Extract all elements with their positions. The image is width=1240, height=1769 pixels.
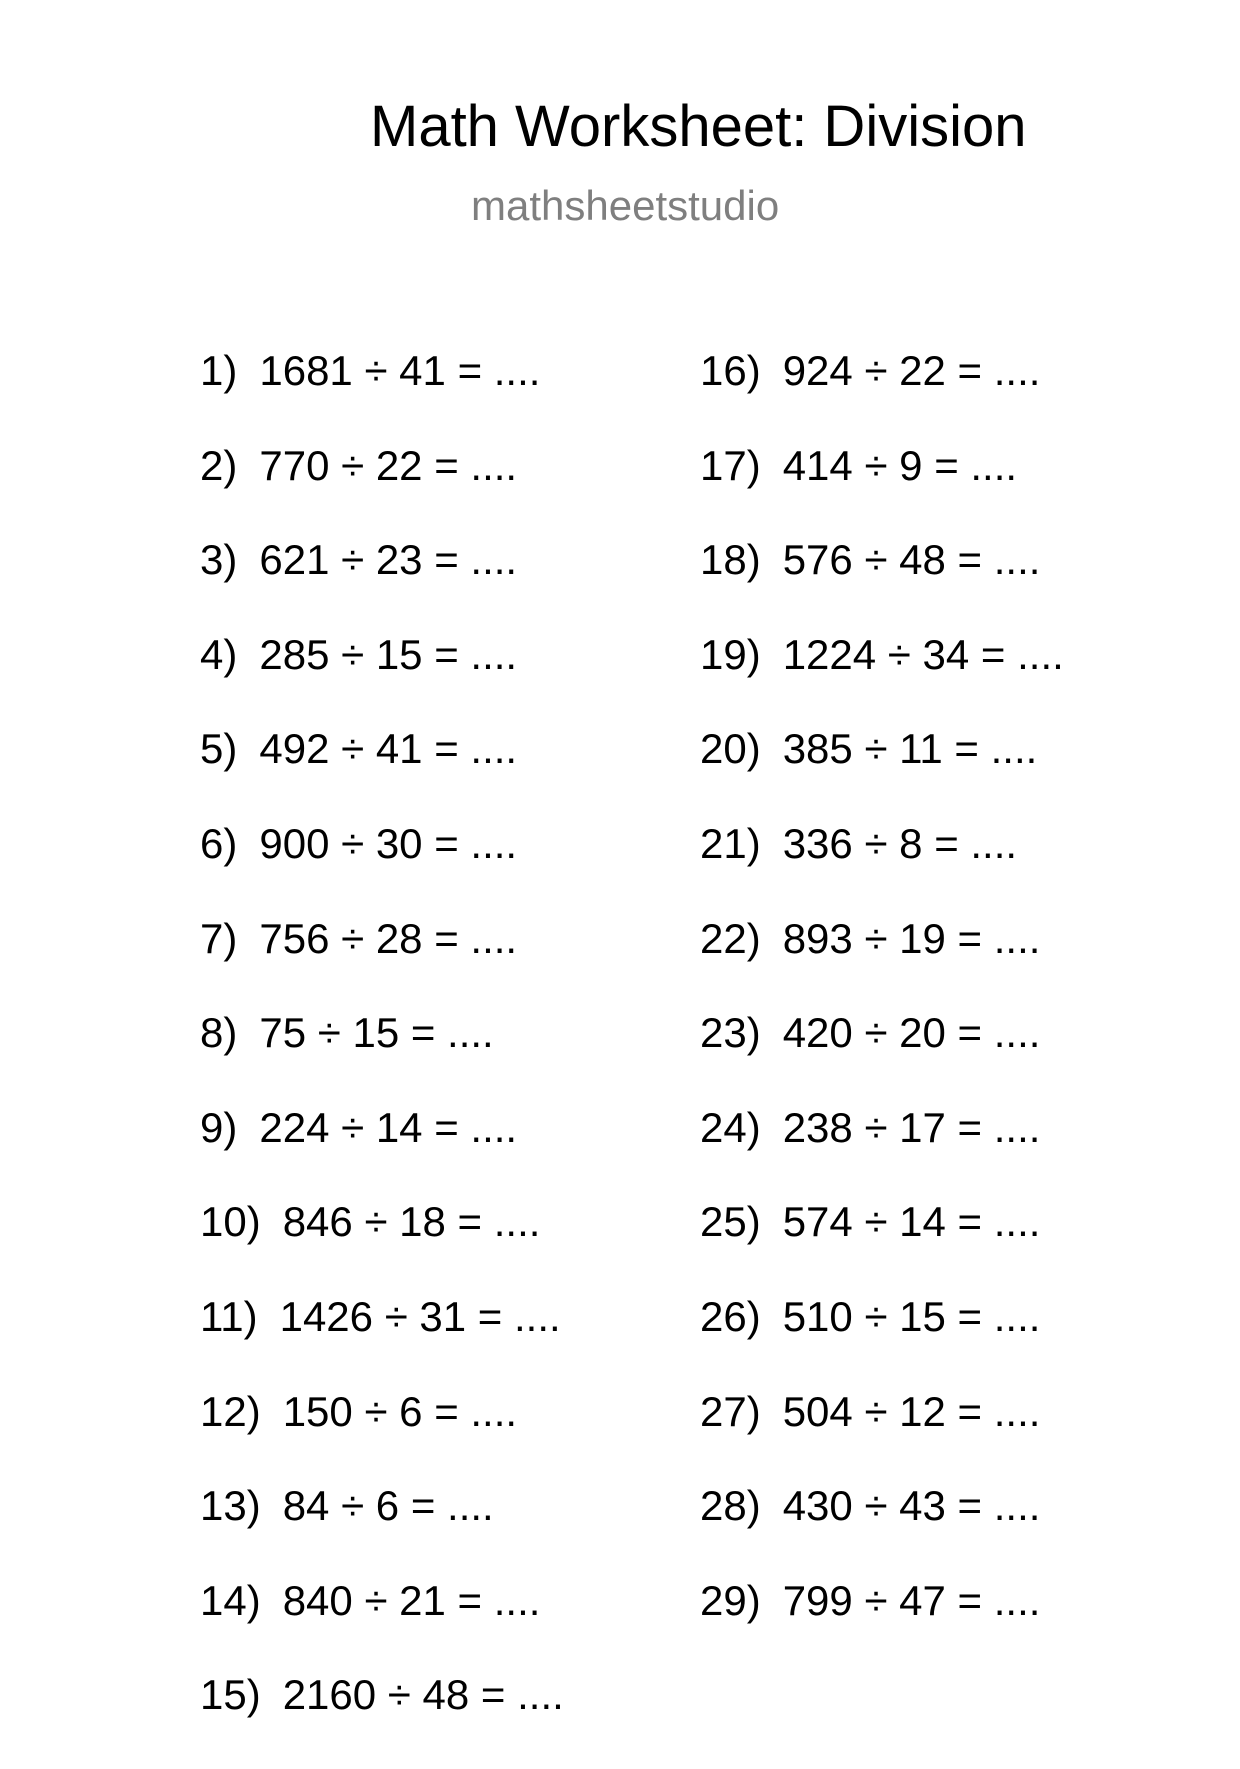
problem-expression: 799 ÷ 47 = ....	[782, 1576, 1041, 1624]
problem-number: 8)	[200, 1009, 238, 1057]
problem-expression: 492 ÷ 41 = ....	[259, 725, 518, 773]
problem-number: 23)	[700, 1009, 761, 1057]
problem-expression: 75 ÷ 15 = ....	[259, 1009, 494, 1057]
problem-item	[200, 725, 564, 823]
problem-expression: 1426 ÷ 31 = ....	[279, 1292, 561, 1340]
problem-expression: 1224 ÷ 34 = ....	[782, 630, 1064, 678]
problem-number: 26)	[700, 1292, 761, 1340]
problem-item	[700, 1387, 1064, 1486]
problem-expression: 84 ÷ 6 = ....	[282, 1482, 494, 1530]
problem-expression: 574 ÷ 14 = ....	[782, 1198, 1041, 1246]
problem-item	[200, 630, 564, 729]
problem-number: 24)	[700, 1103, 761, 1151]
problem-expression: 504 ÷ 12 = ....	[782, 1387, 1041, 1435]
problem-expression: 893 ÷ 19 = ....	[782, 914, 1041, 962]
problem-list-right	[700, 347, 1064, 1674]
problem-number: 17)	[700, 441, 761, 489]
problem-number: 14)	[200, 1576, 261, 1624]
problem-number: 15)	[200, 1671, 261, 1719]
problem-item	[700, 441, 1064, 540]
problem-expression: 385 ÷ 11 = ....	[782, 725, 1038, 773]
problem-item	[700, 1198, 1064, 1296]
problem-item	[700, 725, 1064, 823]
problem-expression: 840 ÷ 21 = ....	[282, 1576, 541, 1624]
problem-number: 18)	[700, 536, 761, 584]
problem-item	[700, 1292, 1064, 1391]
problem-item	[200, 1671, 564, 1769]
problem-number: 11)	[200, 1292, 258, 1340]
problem-item	[200, 1387, 564, 1486]
problem-number: 4)	[200, 630, 238, 678]
problem-expression: 846 ÷ 18 = ....	[282, 1198, 541, 1246]
problem-number: 5)	[200, 725, 238, 773]
problem-expression: 430 ÷ 43 = ....	[782, 1482, 1041, 1530]
problem-item	[700, 1482, 1064, 1580]
problem-expression: 770 ÷ 22 = ....	[259, 441, 518, 489]
problem-number: 21)	[700, 819, 761, 867]
problem-number: 3)	[200, 536, 238, 584]
problem-number: 10)	[200, 1198, 261, 1246]
problem-expression: 224 ÷ 14 = ....	[259, 1103, 518, 1151]
problem-number: 22)	[700, 914, 761, 962]
problem-expression: 285 ÷ 15 = ....	[259, 630, 518, 678]
problem-item	[200, 1292, 564, 1391]
problem-expression: 1681 ÷ 41 = ....	[259, 347, 541, 394]
problem-number: 19)	[700, 630, 761, 678]
problem-item	[700, 536, 1064, 634]
problem-number: 27)	[700, 1387, 761, 1435]
page-subtitle: mathsheetstudio	[471, 182, 780, 229]
problem-item	[700, 1103, 1064, 1202]
problem-number: 7)	[200, 914, 238, 962]
problem-item	[700, 1576, 1064, 1675]
problem-number: 9)	[200, 1103, 238, 1151]
problem-expression: 900 ÷ 30 = ....	[259, 819, 518, 867]
problem-number: 1)	[200, 347, 238, 394]
problem-number: 25)	[700, 1198, 761, 1246]
problem-expression: 510 ÷ 15 = ....	[782, 1292, 1041, 1340]
problem-item	[200, 441, 564, 540]
problem-expression: 150 ÷ 6 = ....	[282, 1387, 518, 1435]
problem-number: 6)	[200, 819, 238, 867]
problem-number: 12)	[200, 1387, 261, 1435]
problem-item	[200, 1576, 564, 1675]
problem-number: 16)	[700, 347, 761, 394]
problem-expression: 414 ÷ 9 = ....	[782, 441, 1018, 489]
problem-number: 20)	[700, 725, 761, 773]
problem-expression: 420 ÷ 20 = ....	[782, 1009, 1041, 1057]
problem-expression: 756 ÷ 28 = ....	[259, 914, 518, 962]
problem-item	[200, 1198, 564, 1296]
problem-item	[700, 819, 1064, 918]
problem-item	[200, 819, 564, 918]
problem-item	[200, 1103, 564, 1202]
problem-item	[700, 914, 1064, 1013]
problem-number: 2)	[200, 441, 238, 489]
page-title: Math Worksheet: Division	[370, 94, 1027, 159]
problem-expression: 621 ÷ 23 = ....	[259, 536, 518, 584]
problem-item	[200, 1482, 564, 1580]
problem-item	[200, 536, 564, 634]
problem-number: 29)	[700, 1576, 761, 1624]
problem-number: 13)	[200, 1482, 261, 1530]
problem-item	[700, 347, 1064, 445]
problem-item	[700, 630, 1064, 729]
problem-expression: 238 ÷ 17 = ....	[782, 1103, 1041, 1151]
problem-item	[200, 347, 564, 445]
problem-expression: 2160 ÷ 48 = ....	[282, 1671, 564, 1719]
problem-item	[700, 1009, 1064, 1107]
problem-number: 28)	[700, 1482, 761, 1530]
problem-list-left	[200, 347, 564, 1769]
problem-item	[200, 1009, 564, 1107]
problem-expression: 576 ÷ 48 = ....	[782, 536, 1041, 584]
problem-expression: 336 ÷ 8 = ....	[782, 819, 1018, 867]
problem-item	[200, 914, 564, 1013]
problem-expression: 924 ÷ 22 = ....	[782, 347, 1041, 394]
